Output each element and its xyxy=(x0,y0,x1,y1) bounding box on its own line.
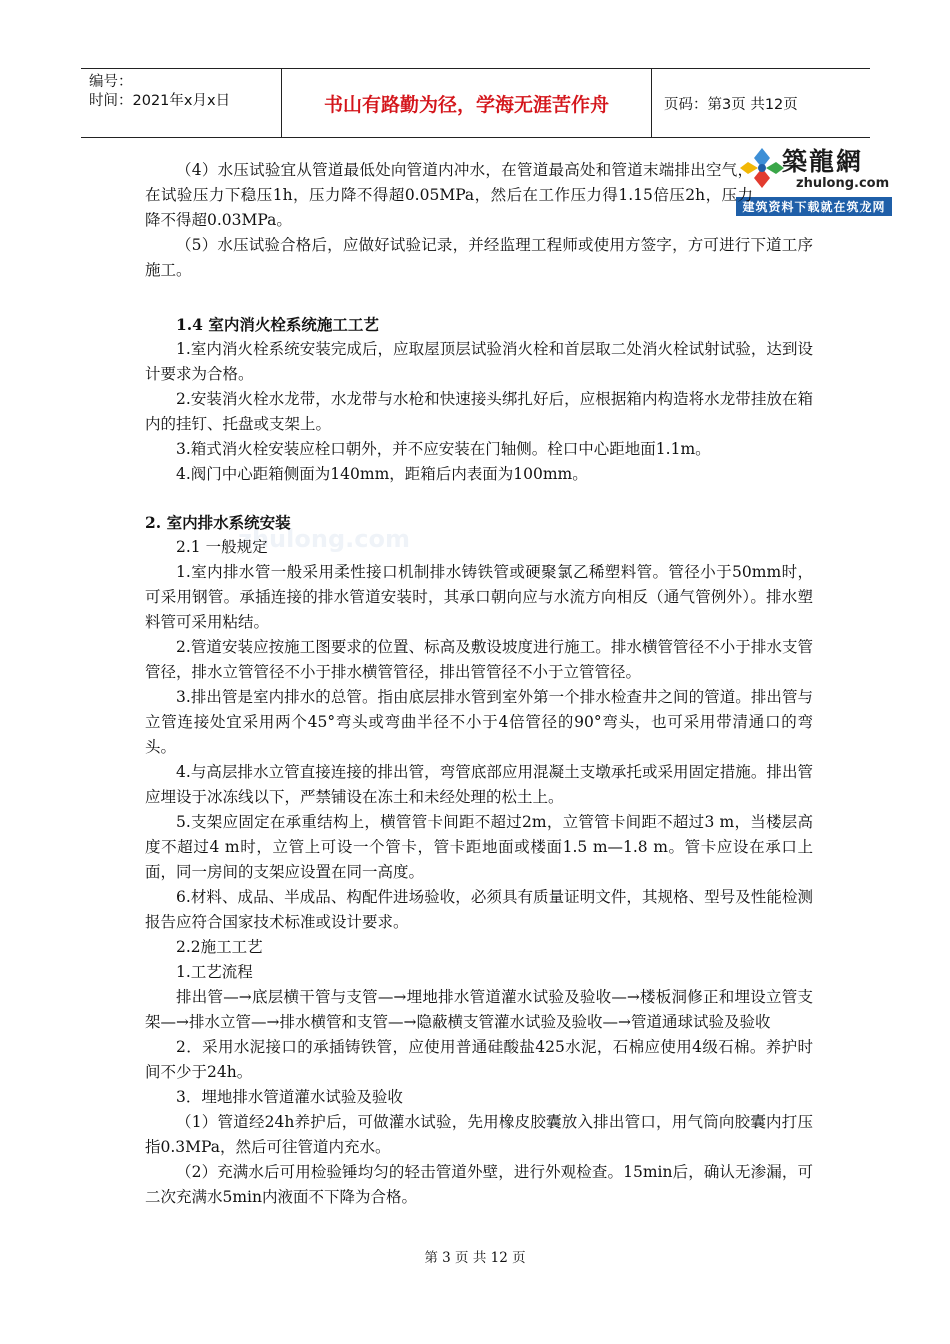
subsection-heading: 2.2施工工艺 xyxy=(176,938,263,956)
page-header xyxy=(81,68,870,138)
logo-tagline: 建筑资料下载就在筑龙网 xyxy=(736,197,892,216)
doc-date-label: 时间：2021年x月x日 xyxy=(89,93,231,109)
paragraph: 2．采用水泥接口的承插铸铁管，应使用普通硅酸盐425水泥，石棉应使用4级石棉。养护时间不少于24h。 xyxy=(145,1038,813,1081)
process-flow: 排出管—→底层横干管与支管—→埋地排水管道灌水试验及验收—→楼板洞修正和埋设立管支架—→排水立管—→排水横管和支管—→隐蔽横支管灌水试验及验收—→管道通球试验及验收 xyxy=(145,988,813,1031)
header-motto: 书山有路勤为径，学海无涯苦作舟 xyxy=(282,69,652,137)
paragraph: 2.管道安装应按施工图要求的位置、标高及敷设坡度进行施工。排水横管管径不小于排水支管管径，排水立管管径不小于排水横管管径，排出管管径不小于立管管径。 xyxy=(145,638,813,681)
header-meta xyxy=(81,69,282,137)
page-footer: 第 3 页 共 12 页 xyxy=(424,1250,526,1266)
subsection-heading: 2.1 一般规定 xyxy=(176,538,268,556)
paragraph: 1.工艺流程 xyxy=(176,963,253,981)
paragraph: 1.室内消火栓系统安装完成后，应取屋顶层试验消火栓和首层取二处消火栓试射试验，达到设计要求为合格。 xyxy=(145,340,813,383)
document-body xyxy=(145,158,813,1210)
header-page-info: 页码：第3页 共12页 xyxy=(664,96,798,113)
paragraph: 6.材料、成品、半成品、构配件进场验收，必须具有质量证明文件，其规格、型号及性能检测报告应符合国家技术标准或设计要求。 xyxy=(145,888,813,931)
paragraph: 4.与高层排水立管直接连接的排出管，弯管底部应用混凝土支墩承托或采用固定措施。排出管应埋设于冰冻线以下，严禁铺设在冻土和未经处理的松土上。 xyxy=(145,763,813,806)
doc-number-label: 编号： xyxy=(89,74,133,90)
paragraph: 4.阀门中心距箱侧面为140mm，距箱后内表面为100mm。 xyxy=(176,465,588,483)
logo-title: 築龍網 xyxy=(782,147,864,176)
paragraph: （4）水压试验宜从管道最低处向管道内冲水，在管道最高处和管道末端排出空气，在试验压力下稳压1h，压力降不得超0.05MPa，然后在工作压力得1.15倍压2h，压力降不得超0.03MPa。 xyxy=(145,161,753,229)
paragraph: （5）水压试验合格后，应做好试验记录，并经监理工程师或使用方签字，方可进行下道工序施工。 xyxy=(145,236,813,279)
paragraph: 3.箱式消火栓安装应栓口朝外，并不应安装在门轴侧。栓口中心距地面1.1m。 xyxy=(176,440,711,458)
section-heading: 1.4 室内消火栓系统施工工艺 xyxy=(176,315,379,334)
paragraph: （2）充满水后可用检验锤均匀的轻击管道外壁，进行外观检查。15min后，确认无渗漏，可二次充满水5min内液面不下降为合格。 xyxy=(145,1163,813,1206)
paragraph: 3．埋地排水管道灌水试验及验收 xyxy=(176,1088,403,1106)
paragraph: 1.室内排水管一般采用柔性接口机制排水铸铁管或硬聚氯乙稀塑料管。管径小于50mm时，可采用钢管。承插连接的排水管道安装时，其承口朝向应与水流方向相反（通气管例外）。排水塑料管可采用粘结。 xyxy=(145,563,813,631)
paragraph: （1）管道经24h养护后，可做灌水试验，先用橡皮胶囊放入排出管口，用气筒向胶囊内打压指0.3MPa，然后可往管道内充水。 xyxy=(145,1113,813,1156)
logo-url: zhulong.com xyxy=(796,176,890,191)
paragraph: 3.排出管是室内排水的总管。指由底层排水管到室外第一个排水检查井之间的管道。排出管与立管连接处宜采用两个45°弯头或弯曲半径不小于4倍管径的90°弯头，也可采用带清通口的弯头。 xyxy=(145,688,813,756)
paragraph: 5.支架应固定在承重结构上，横管管卡间距不超过2m，立管管卡间距不超过3 m，当楼层高度不超过4 m时，立管上可设一个管卡，管卡距地面或楼面1.5 m—1.8 m。管卡应设在承口上面，同一房间的支架应设置在同一高度。 xyxy=(145,813,813,881)
paragraph: 2.安装消火栓水龙带，水龙带与水枪和快速接头绑扎好后，应根据箱内构造将水龙带挂放在箱内的挂钉、托盘或支架上。 xyxy=(145,390,813,433)
watermark-text: zhulong.com xyxy=(238,525,410,553)
section-heading: 2. 室内排水系统安装 xyxy=(145,513,291,532)
